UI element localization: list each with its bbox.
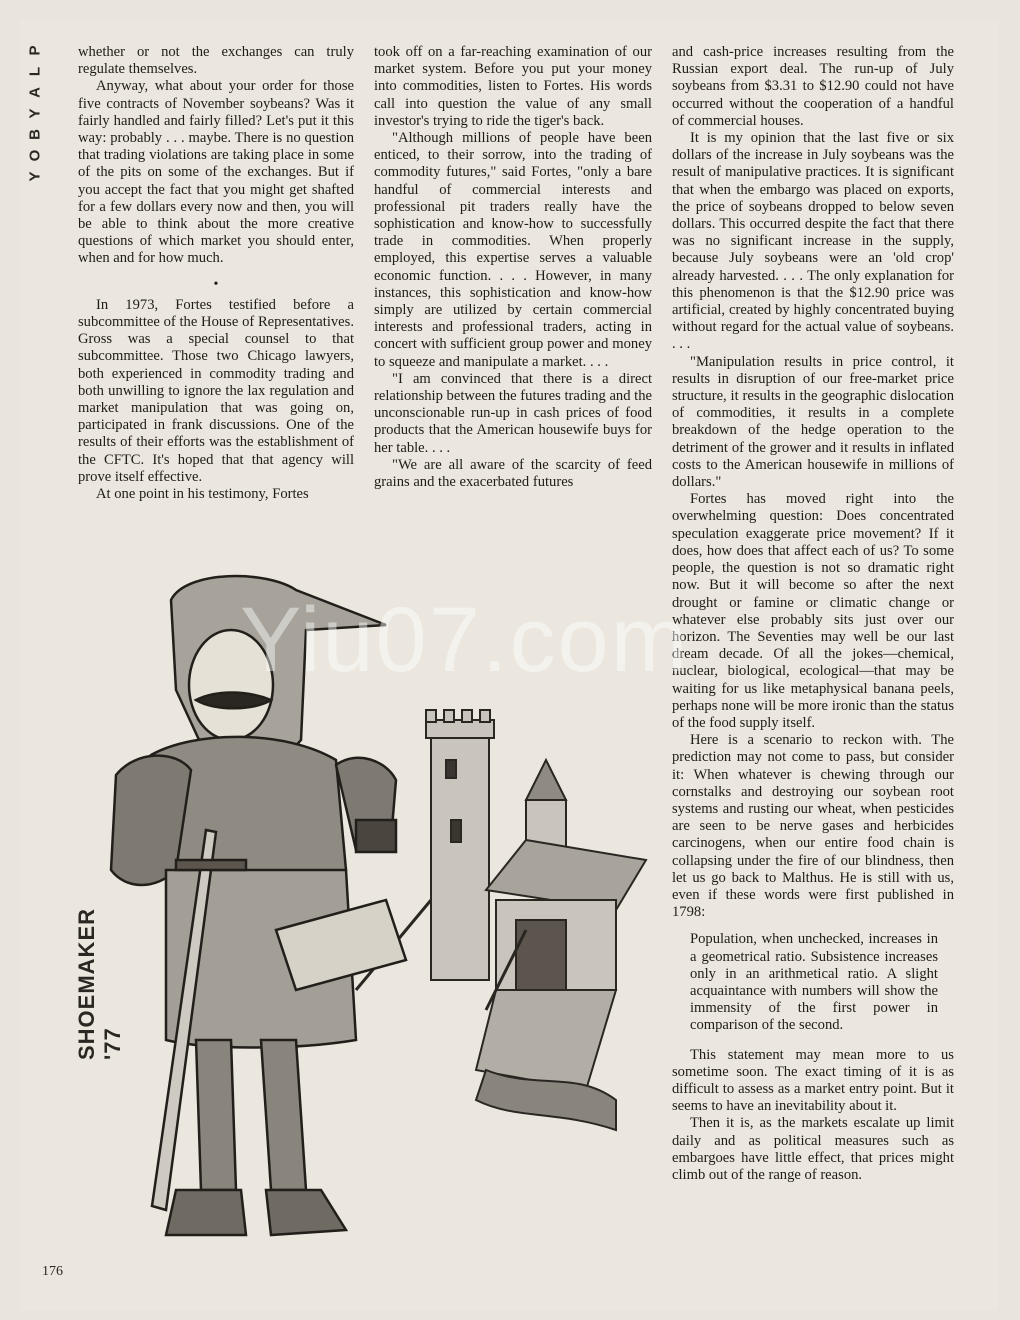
column-3 (672, 44, 954, 1184)
castle-icon (426, 710, 646, 1130)
column-1 (78, 44, 354, 503)
paragraph: Fortes has moved right into the overwhelming question: Does concentrated speculation exaggerate price movement? If it does, how does that affect each of us? To some people, the question is not so dramatic right now. But it will become so after the next drought or famine or climatic change or whatever else probably sits just over our horizon. The Seventies may well be our last dream decade. Of all the jokes—chemical, nuclear, biological, ecological—that may be waiting for us like metaphysical banana peels, perhaps none will be more ironic than the status of the food supply itself. (672, 491, 954, 731)
masthead-letter: Y (26, 108, 44, 119)
watermark: Yiu07.com (240, 589, 690, 691)
paragraph: whether or not the exchanges can truly regulate themselves. (78, 44, 354, 78)
paragraph: took off on a far-reaching examination of our market system. Before you put your money into commodities, listen to Fortes. His words call into question the value of any small investor's trying to ride the tiger's back. (374, 44, 652, 129)
paragraph: It is my opinion that the last five or six dollars of the increase in July soybeans was the result of manipulative practices. It is significant that when the embargo was placed on exports, the price of soybeans dropped to below seven dollars. This occurred despite the fact that there was no significant increase in the supply, because July soybeans were an 'old crop' already harvested. . . . The only explanation for this phenomenon is that the $12.90 price was artificial, created by highly concentrated buying without regard for the actual value of soybeans. . . . (672, 130, 954, 353)
paragraph: Anyway, what about your order for those five contracts of November soybeans? Was it fairly handled and fairly filled? Let's put it this way: probably . . . maybe. There is no question that trading violations are taking place in some of the pits on some of the exchanges. But if you accept the fact that you might get shafted for a few dollars every now and then, you will be able to think about the more creative questions of which market you should enter, when and for how much. (78, 78, 354, 267)
masthead-letter: Y (26, 171, 44, 182)
malthus-quote: Population, when unchecked, increases in a geometrical ratio. Subsistence increases only in an arithmetical ratio. A slight acquaintance with numbers will show the immensity of the first power in comparison of the second. (690, 931, 938, 1034)
paragraph: This statement may mean more to us sometime soon. The exact timing of it is as difficult to assess as a market entry point. But it seems to have an inevitability about it. (672, 1046, 954, 1115)
knight-icon (111, 576, 406, 1235)
masthead-letter: P (26, 45, 44, 56)
playboy-masthead (22, 40, 48, 187)
paragraph: Here is a scenario to reckon with. The prediction may not come to pass, but consider it: When whatever is chewing through our cornstalks and destroying our soybean root systems and rusting our wheat, when pesticides are seen to be nerve gases and herbicides carcinogens, when our entire food chain is collapsing under the fire of our blindness, then let us go back to Malthus. He is still with us, even if these words were first published in 1798: (672, 732, 954, 921)
paragraph: and cash-price increases resulting from the Russian export deal. The run-up of July soybeans from $3.31 to $12.90 could not have occurred without the cooperation of a handful of commercial houses. (672, 44, 954, 129)
masthead-letter: O (26, 149, 44, 162)
paragraph: Then it is, as the markets escalate up limit daily and as political measures such as embargoes have little effect, that prices might climb out of the range of reason. (672, 1115, 954, 1183)
paragraph: "Manipulation results in price control, it results in disruption of our free-market price structure, it results in the geographic dislocation of commodities, it results in a complete breakdown of the hedge operation to the detriment of the grower and it results in inflated costs to the American housewife in millions of dollars." (672, 353, 954, 491)
knight-castle-illustration (56, 570, 666, 1270)
paragraph: "Although millions of people have been enticed, to their sorrow, into the trading of commodity futures," said Fortes, "only a bare handful of commercial interests and professional pit traders really have the sophistication and know-how to successfully trade in commodities. When properly employed, this expertise serves a valuable economic function. . . . However, in many instances, this sophistication and know-how simply are utilized by certain commercial interests and professional traders, acting in concert with sufficient group power and money to squeeze and manipulate a market. . . . (374, 130, 652, 370)
masthead-letter: L (26, 66, 44, 77)
paragraph: At one point in his testimony, Fortes (96, 486, 309, 503)
section-bullet: • (213, 276, 219, 292)
paragraph: "We are all aware of the scarcity of feed grains and the exacerbated futures (374, 456, 652, 491)
page-number: 176 (42, 1264, 63, 1279)
paragraph: "I am convinced that there is a direct relationship between the futures trading and the unconscionable run-up in cash prices of food products that the American housewife buys for her table. . . . (374, 370, 653, 456)
artist-signature: SHOEMAKER '77 (74, 907, 125, 1060)
column-2 (374, 44, 652, 491)
paragraph: In 1973, Fortes testified before a subcommittee of the House of Representatives. Gross was a special counsel to that subcommittee. Those two Chicago lawyers, both experienced in commodity trading and both unwilling to ignore the lax regulation and market manipulation that was going on, participated in frank discussions. One of the results of their efforts was the establishment of the CFTC. It's hoped that that agency will prove itself effective. (78, 296, 354, 485)
masthead-letter: B (26, 129, 44, 140)
masthead-letter: A (26, 87, 44, 98)
